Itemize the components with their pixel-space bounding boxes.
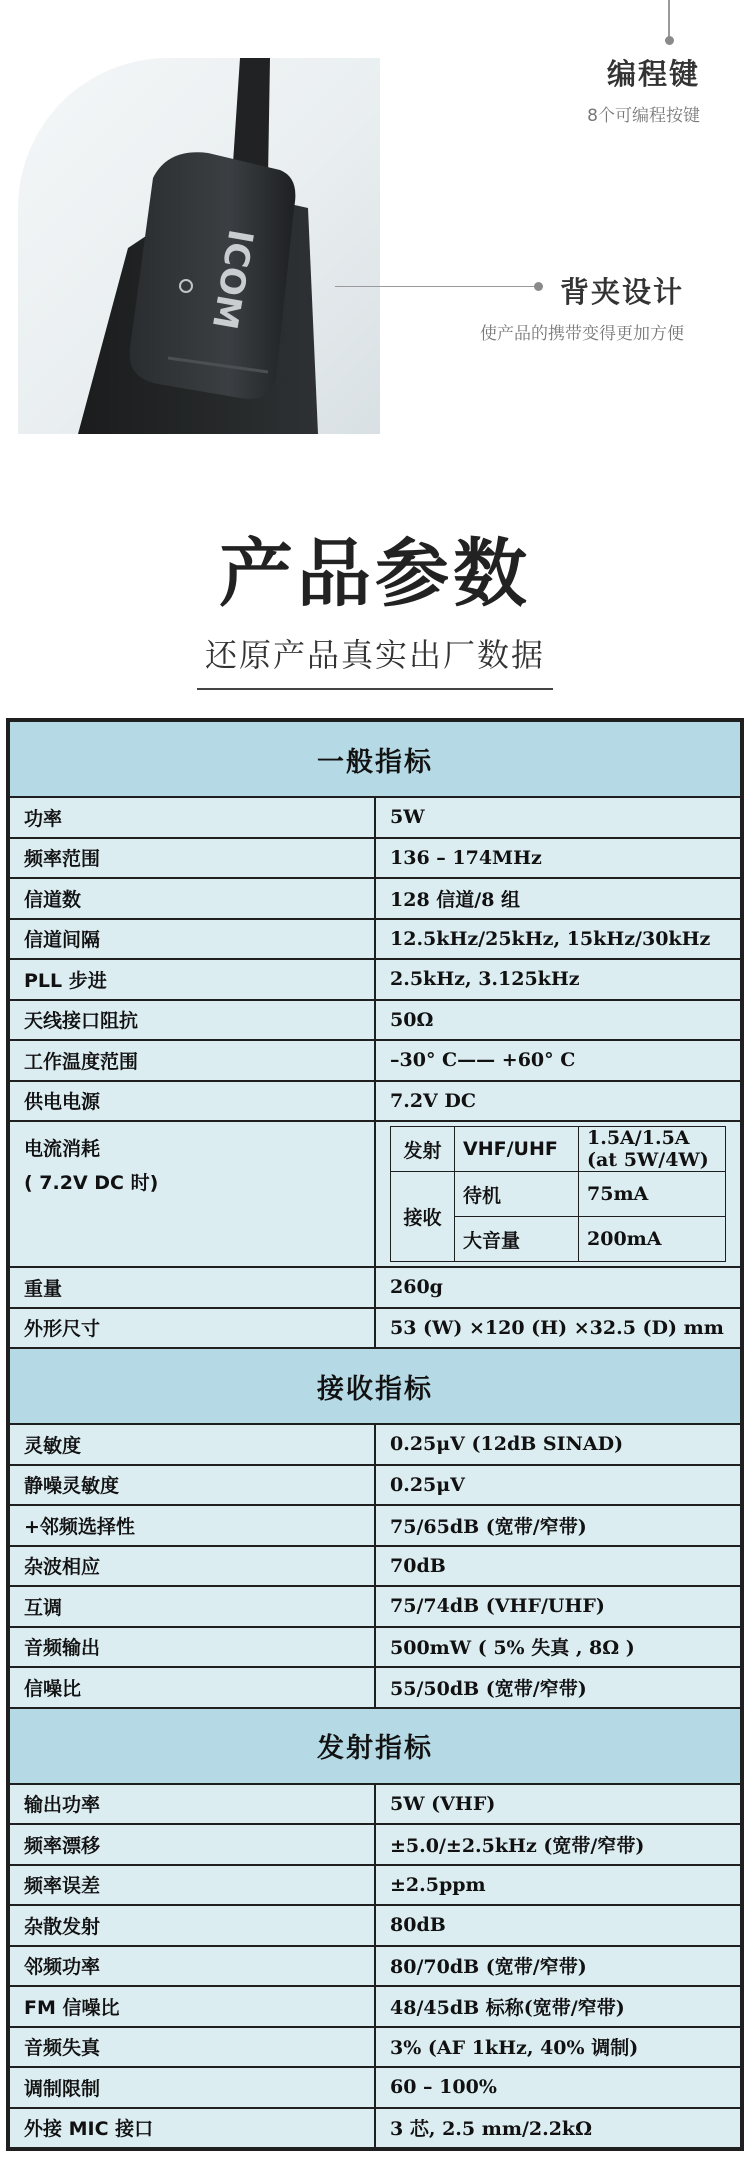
row-label-line: ( 7.2V DC 时) [24, 1172, 159, 1194]
table-row [9, 1081, 741, 1122]
row-label: 杂散发射 [9, 1905, 375, 1946]
row-label: 外接 MIC 接口 [9, 2108, 375, 2149]
feature-callout-belt-clip [480, 270, 684, 344]
transmit-rows [9, 1784, 741, 2149]
table-row [9, 878, 741, 919]
product-photo [18, 58, 380, 434]
nested-row-transmit [391, 1127, 726, 1172]
row-value: 128 信道/8 组 [375, 878, 741, 919]
row-label: 输出功率 [9, 1784, 375, 1825]
row-label: 外形尺寸 [9, 1308, 375, 1349]
row-label: 互调 [9, 1586, 375, 1627]
row-label: 频率范围 [9, 838, 375, 879]
table-row [9, 838, 741, 879]
radio-belt-clip-illustration [18, 58, 380, 434]
row-label: 信道数 [9, 878, 375, 919]
table-row [9, 1667, 741, 1708]
receive-rows [9, 1424, 741, 1708]
row-value: 260g [375, 1267, 741, 1308]
row-label: FM 信噪比 [9, 1986, 375, 2027]
row-value: ±5.0/±2.5kHz (宽带/窄带) [375, 1824, 741, 1865]
row-label: 灵敏度 [9, 1424, 375, 1465]
row-label: 频率误差 [9, 1865, 375, 1906]
row-value: 7.2V DC [375, 1081, 741, 1122]
current-value: 75mA [579, 1172, 726, 1217]
table-row [9, 1586, 741, 1627]
row-label: 音频失真 [9, 2027, 375, 2068]
row-value: 75/65dB (宽带/窄带) [375, 1505, 741, 1546]
section-header-receive [9, 1348, 741, 1424]
row-value: –30° C—— +60° C [375, 1040, 741, 1081]
table-row [9, 1865, 741, 1906]
current-detail-cell [375, 1121, 741, 1267]
spec-table [6, 718, 744, 2151]
table-row [9, 2108, 741, 2149]
feature-title: 背夹设计 [559, 275, 684, 309]
table-row [9, 1986, 741, 2027]
row-label: 杂波相应 [9, 1546, 375, 1587]
row-value: 60 – 100% [375, 2067, 741, 2108]
guide-line-vertical [668, 0, 670, 40]
table-row [9, 1424, 741, 1465]
table-row [9, 1784, 741, 1825]
table-row [9, 1824, 741, 1865]
row-value: 53 (W) ×120 (H) ×32.5 (D) mm [375, 1308, 741, 1349]
spec-grid [8, 720, 742, 2149]
row-value: ±2.5ppm [375, 1865, 741, 1906]
row-label: 供电电源 [9, 1081, 375, 1122]
feature-subtitle: 使产品的携带变得更加方便 [480, 324, 684, 344]
current-value: 1.5A/1.5A (at 5W/4W) [579, 1127, 726, 1172]
row-value: 136 – 174MHz [375, 838, 741, 879]
feature-callout-programmable-keys [587, 52, 700, 126]
table-row [9, 1627, 741, 1668]
current-value: 200mA [579, 1217, 726, 1262]
row-label [9, 1121, 375, 1267]
row-label: 调制限制 [9, 2067, 375, 2108]
table-row [9, 959, 741, 1000]
table-row [9, 797, 741, 838]
section-title: 产品参数 [219, 531, 531, 617]
guide-dot [665, 36, 674, 45]
table-row [9, 1465, 741, 1506]
section-header-label: 接收指标 [9, 1348, 741, 1424]
row-value: 55/50dB (宽带/窄带) [375, 1667, 741, 1708]
row-label: 功率 [9, 797, 375, 838]
row-label: 频率漂移 [9, 1824, 375, 1865]
table-row [9, 1308, 741, 1349]
table-row [9, 919, 741, 960]
table-row [9, 2067, 741, 2108]
row-value: 48/45dB 标称(宽带/窄带) [375, 1986, 741, 2027]
section-subtitle: 还原产品真实出厂数据 [197, 630, 553, 690]
sub-label: VHF/UHF [455, 1127, 579, 1172]
section-header-general [9, 721, 741, 797]
table-row [9, 1946, 741, 1987]
row-value: 80/70dB (宽带/窄带) [375, 1946, 741, 1987]
table-row [9, 1267, 741, 1308]
row-label: 音频输出 [9, 1627, 375, 1668]
row-value: 500mW ( 5% 失真 , 8Ω ) [375, 1627, 741, 1668]
row-label-line: 电流消耗 [24, 1138, 101, 1160]
row-label: 重量 [9, 1267, 375, 1308]
belt-clip-shape [130, 152, 296, 399]
row-value: 0.25μV [375, 1465, 741, 1506]
row-label: PLL 步进 [9, 959, 375, 1000]
nested-row-standby [391, 1172, 726, 1217]
row-label: 静噪灵敏度 [9, 1465, 375, 1506]
current-detail-table [390, 1126, 726, 1262]
row-value: 5W (VHF) [375, 1784, 741, 1825]
mode-label: 发射 [391, 1127, 455, 1172]
row-label: 工作温度范围 [9, 1040, 375, 1081]
general-rows [9, 797, 741, 1121]
table-row [9, 1505, 741, 1546]
row-label: 天线接口阻抗 [9, 1000, 375, 1041]
row-value: 70dB [375, 1546, 741, 1587]
row-value: 12.5kHz/25kHz, 15kHz/30kHz [375, 919, 741, 960]
section-header-label: 一般指标 [9, 721, 741, 797]
feature-subtitle: 8个可编程按键 [587, 106, 700, 126]
row-label: +邻频选择性 [9, 1505, 375, 1546]
row-label: 邻频功率 [9, 1946, 375, 1987]
row-label: 信噪比 [9, 1667, 375, 1708]
table-row [9, 1546, 741, 1587]
product-parameters-heading [0, 528, 750, 690]
section-header-transmit [9, 1708, 741, 1784]
sub-label: 大音量 [455, 1217, 579, 1262]
table-row [9, 1905, 741, 1946]
row-value: 75/74dB (VHF/UHF) [375, 1586, 741, 1627]
row-value: 80dB [375, 1905, 741, 1946]
row-value: 50Ω [375, 1000, 741, 1041]
brand-logo-text: ICOM [203, 226, 261, 333]
antenna-shape [232, 58, 270, 178]
row-value: 5W [375, 797, 741, 838]
row-label: 信道间隔 [9, 919, 375, 960]
row-value: 2.5kHz, 3.125kHz [375, 959, 741, 1000]
row-value: 0.25μV (12dB SINAD) [375, 1424, 741, 1465]
section-header-label: 发射指标 [9, 1708, 741, 1784]
general-rows-after [9, 1267, 741, 1348]
table-row [9, 1000, 741, 1041]
row-value: 3% (AF 1kHz, 40% 调制) [375, 2027, 741, 2068]
feature-title: 编程键 [606, 57, 700, 91]
table-row [9, 1040, 741, 1081]
row-value: 3 芯, 2.5 mm/2.2kΩ [375, 2108, 741, 2149]
table-row-current-consumption [9, 1121, 741, 1267]
table-row [9, 2027, 741, 2068]
feature-section [0, 0, 750, 460]
sub-label: 待机 [455, 1172, 579, 1217]
mode-label: 接收 [391, 1172, 455, 1262]
